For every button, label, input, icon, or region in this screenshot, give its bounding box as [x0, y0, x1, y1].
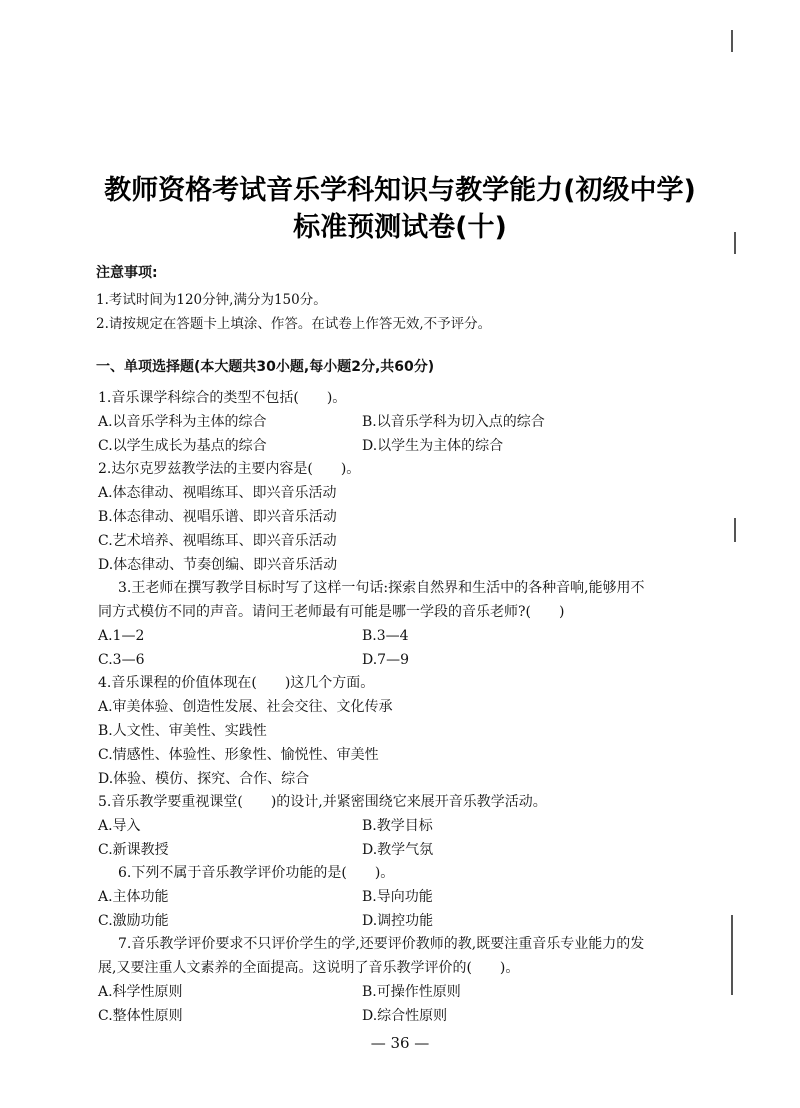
option-d: D.体验、模仿、探究、合作、综合: [98, 771, 310, 787]
exam-title-line-1: 教师资格考试音乐学科知识与教学能力(初级中学): [104, 175, 696, 206]
notice-item: 1.考试时间为120分钟,满分为150分。: [96, 292, 327, 308]
option-d: D.调控功能: [362, 913, 434, 929]
scan-edge-mark: [731, 30, 733, 52]
question-stem: 2.达尔克罗兹教学法的主要内容是( )。: [98, 461, 361, 477]
option-d: D.综合性原则: [362, 1008, 448, 1024]
option-c: C.以学生成长为基点的综合: [98, 438, 267, 454]
option-a: A.体态律动、视唱练耳、即兴音乐活动: [98, 485, 337, 501]
page-number: — 36 —: [370, 1034, 430, 1052]
scan-edge-mark: [734, 518, 736, 542]
option-b: B.教学目标: [362, 818, 433, 834]
option-a: A.审美体验、创造性发展、社会交往、文化传承: [98, 699, 393, 715]
option-c: C.3—6: [98, 652, 145, 668]
option-d: D.以学生为主体的综合: [362, 438, 504, 454]
option-c: C.激励功能: [98, 913, 169, 929]
question-stem: 5.音乐教学要重视课堂( )的设计,并紧密围绕它来展开音乐教学活动。: [98, 794, 547, 810]
question-stem: 3.王老师在撰写教学目标时写了这样一句话:探索自然界和生活中的各种音响,能够用不: [118, 580, 645, 596]
exam-title-line-2: 标准预测试卷(十): [293, 212, 507, 243]
section-heading: 一、单项选择题(本大题共30小题,每小题2分,共60分): [96, 359, 435, 375]
question-stem-continued: 同方式模仿不同的声音。请问王老师最有可能是哪一学段的音乐老师?( ): [98, 604, 565, 620]
question-stem: 1.音乐课学科综合的类型不包括( )。: [98, 390, 347, 406]
scan-edge-mark: [731, 915, 733, 995]
notice-heading: 注意事项:: [96, 265, 158, 281]
question-stem: 7.音乐教学评价要求不只评价学生的学,还要评价教师的教,既要注重音乐专业能力的发: [118, 936, 645, 952]
option-b: B.3—4: [362, 628, 409, 644]
option-a: A.主体功能: [98, 889, 169, 905]
option-c: C.情感性、体验性、形象性、愉悦性、审美性: [98, 747, 379, 763]
option-a: A.1—2: [98, 628, 145, 644]
option-a: A.以音乐学科为主体的综合: [98, 414, 267, 430]
option-d: D.教学气氛: [362, 842, 434, 858]
option-b: B.以音乐学科为切入点的综合: [362, 414, 545, 430]
option-b: B.导向功能: [362, 889, 433, 905]
option-c: C.新课教授: [98, 842, 169, 858]
option-b: B.可操作性原则: [362, 984, 461, 1000]
question-stem: 6.下列不属于音乐教学评价功能的是( )。: [118, 865, 395, 881]
question-stem-continued: 展,又要注重人文素养的全面提高。这说明了音乐教学评价的( )。: [98, 960, 520, 976]
option-b: B.体态律动、视唱乐谱、即兴音乐活动: [98, 509, 337, 525]
option-c: C.整体性原则: [98, 1008, 183, 1024]
option-c: C.艺术培养、视唱练耳、即兴音乐活动: [98, 533, 337, 549]
option-b: B.人文性、审美性、实践性: [98, 723, 267, 739]
notice-item: 2.请按规定在答题卡上填涂、作答。在试卷上作答无效,不予评分。: [96, 316, 492, 332]
option-a: A.科学性原则: [98, 984, 183, 1000]
option-d: D.7—9: [362, 652, 409, 668]
option-a: A.导入: [98, 818, 141, 834]
question-stem: 4.音乐课程的价值体现在( )这几个方面。: [98, 675, 375, 691]
option-d: D.体态律动、节奏创编、即兴音乐活动: [98, 557, 338, 573]
